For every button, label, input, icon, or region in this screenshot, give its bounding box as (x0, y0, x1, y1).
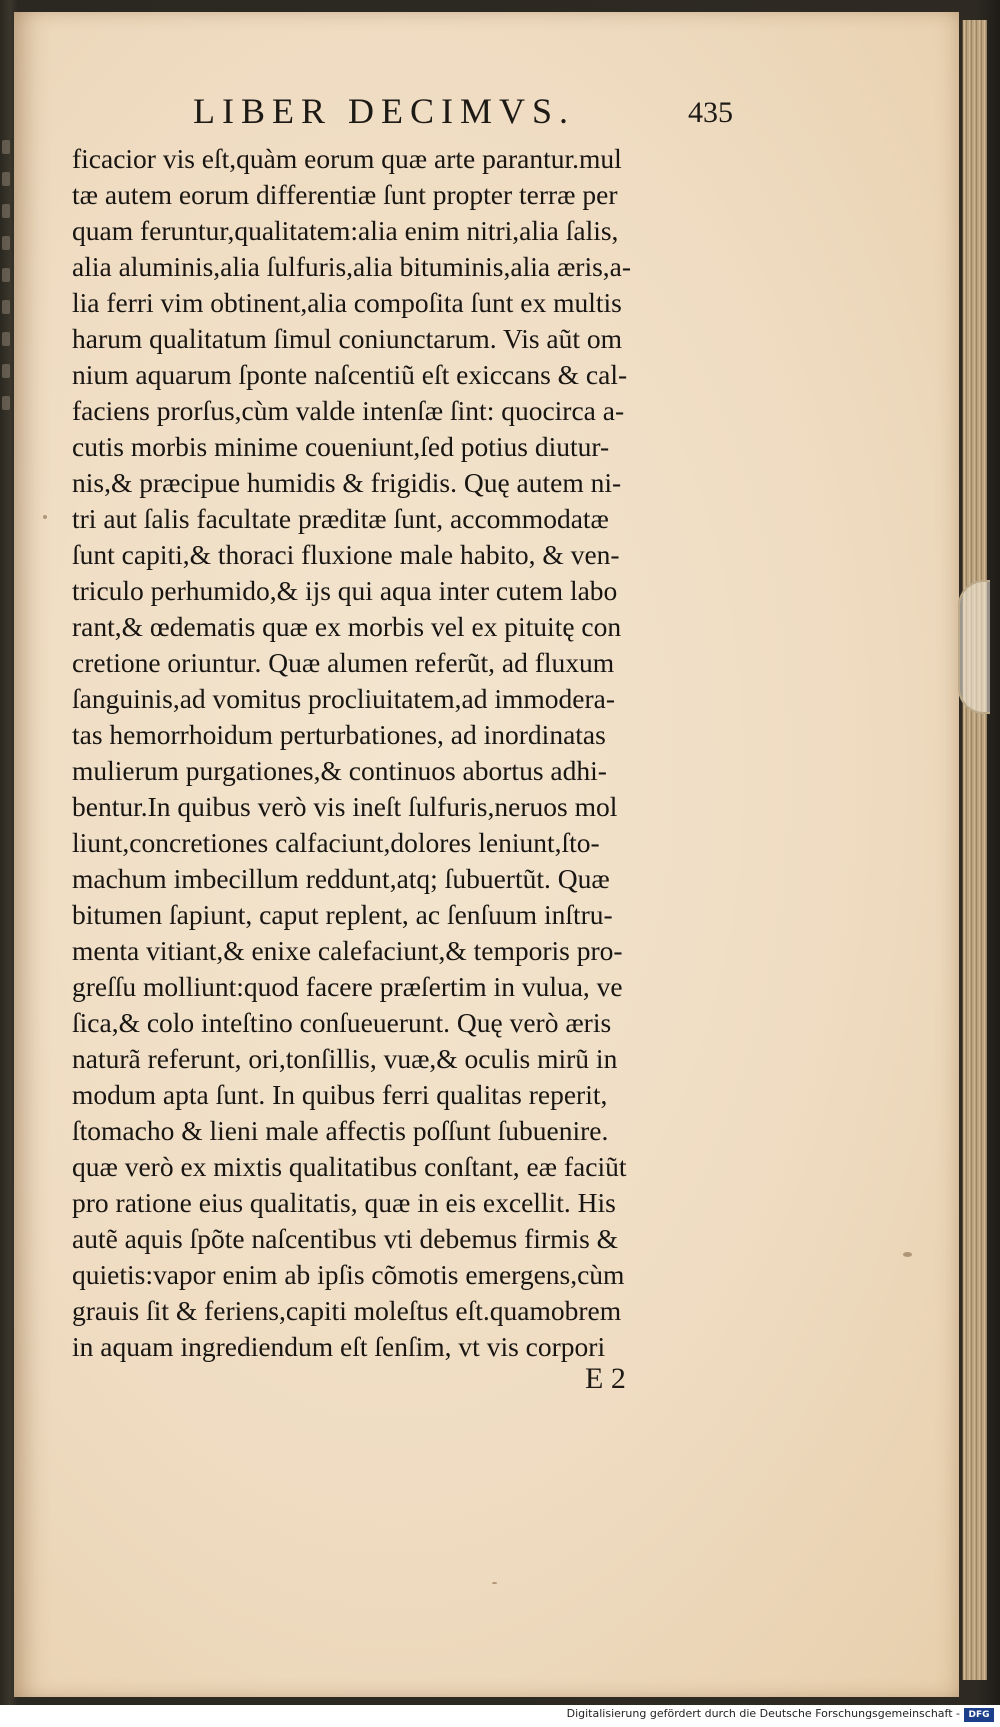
text-line: liunt,concretiones calfaciunt,dolores leniunt,ſto- (72, 827, 600, 858)
text-line: tri aut ſalis facultate præditæ ſunt, accommodatæ (72, 503, 609, 534)
text-line: grauis ſit & feriens,capiti moleſtus eſt.quamobrem (72, 1295, 622, 1326)
text-line: alia aluminis,alia ſulfuris,alia bituminis,alia æris,a- (72, 251, 632, 282)
text-line: bitumen ſapiunt, caput replent, ac ſenſuum inſtru- (72, 899, 613, 930)
text-line: greſſu molliunt:quod facere præſertim in vulua, ve (72, 971, 623, 1002)
signature-mark: E 2 (585, 1362, 626, 1395)
text-line: tas hemorrhoidum perturbationes, ad inordinatas (72, 719, 606, 750)
text-line: harum qualitatum ſimul coniunctarum. Vis aũt om (72, 323, 623, 354)
gutter-binding-marks (0, 140, 14, 460)
text-line: nis,& præcipue humidis & frigidis. Quę autem ni- (72, 467, 622, 498)
ink-spot (43, 515, 47, 519)
text-line: ſunt capiti,& thoraci fluxione male habito, & ven- (72, 539, 620, 570)
text-line: nium aquarum ſponte naſcentiũ eſt exiccans & cal- (72, 359, 628, 390)
text-line: triculo perhumido,& ijs qui aqua inter cutem labo (72, 575, 618, 606)
text-line: ſanguinis,ad vomitus procliuitatem,ad immodera- (72, 683, 616, 714)
text-line: naturã referunt, ori,tonſillis, vuæ,& oculis mirũ in (72, 1043, 618, 1074)
page-clip (958, 580, 990, 714)
body-text (72, 141, 762, 1365)
text-line: ſica,& colo inteſtino conſueuerunt. Quę verò æris (72, 1007, 612, 1038)
text-line: ficacior vis eſt,quàm eorum quæ arte parantur.mul (72, 143, 622, 174)
text-line: modum apta ſunt. In quibus ferri qualitas reperit, (72, 1079, 608, 1110)
text-line: faciens prorſus,cùm valde intenſæ ſint: quocirca a- (72, 395, 625, 426)
text-line: pro ratione eius qualitatis, quæ in eis excellit. His (72, 1187, 616, 1218)
text-line: tæ autem eorum differentiæ ſunt propter terræ per (72, 179, 618, 210)
dfg-logo: DFG (964, 1708, 994, 1722)
text-line: ſtomacho & lieni male affectis poſſunt ſubuenire. (72, 1115, 609, 1146)
running-title: LIBER DECIMVS. (193, 91, 576, 131)
text-line: in aquam ingrediendum eſt ſenſim, vt vis corpori (72, 1331, 606, 1362)
text-line: autẽ aquis ſpõte naſcentibus vti debemus firmis & (72, 1223, 619, 1254)
text-line: bentur.In quibus verò vis ineſt ſulfuris,neruos mol (72, 791, 618, 822)
text-line: menta vitiant,& enixe calefaciunt,& temporis pro- (72, 935, 623, 966)
text-line: quam feruntur,qualitatem:alia enim nitri,alia ſalis, (72, 215, 619, 246)
text-line: cretione oriuntur. Quæ alumen referũt, ad fluxum (72, 647, 615, 678)
digitization-credit: Digitalisierung gefördert durch die Deutsche Forschungsgemeinschaft - (566, 1707, 960, 1720)
text-line: machum imbecillum reddunt,atq; ſubuertũt. Quæ (72, 863, 610, 894)
text-line: rant,& œdematis quæ ex morbis vel ex pituitę con (72, 611, 622, 642)
page-edges (962, 20, 987, 1680)
ink-spot (903, 1252, 912, 1257)
text-line: lia ferri vim obtinent,alia compoſita ſunt ex multis (72, 287, 622, 318)
text-line: quæ verò ex mixtis qualitatibus conſtant, eæ faciũt (72, 1151, 627, 1182)
text-line: quietis:vapor enim ab ipſis cõmotis emergens,cùm (72, 1259, 625, 1290)
text-line: cutis morbis minime coueniunt,ſed potius diutur- (72, 431, 610, 462)
text-line: mulierum purgationes,& continuos abortus adhi- (72, 755, 607, 786)
ink-spot (492, 1582, 497, 1584)
page-number: 435 (688, 96, 733, 129)
